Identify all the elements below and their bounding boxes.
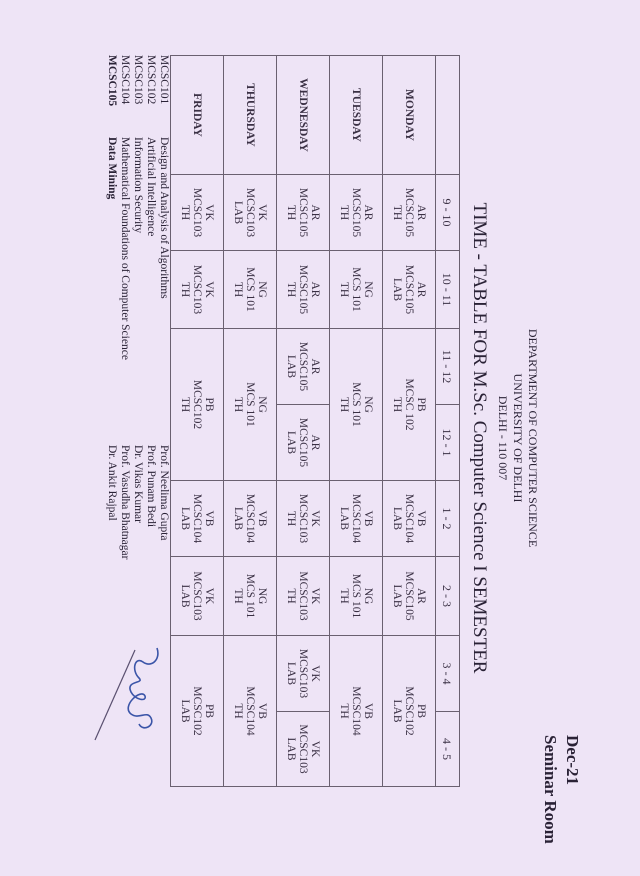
slot-type: LAB	[391, 507, 403, 530]
slot-course: MCS 101	[244, 382, 256, 427]
slot-teacher: NG	[256, 587, 268, 605]
faculty-name: Dr. Vikas Kumar	[132, 445, 144, 523]
class-slot	[277, 329, 330, 405]
faculty-name: Prof. Neelima Gupta	[158, 445, 170, 541]
slot-course: MCSC104	[244, 686, 256, 736]
page-title: TIME - TABLE FOR M.Sc. Computer Science I SEMESTER	[469, 202, 490, 674]
day-label: TUESDAY	[330, 56, 383, 175]
class-slot	[383, 251, 436, 329]
time-slot-header: 12 - 1	[436, 405, 460, 481]
date-label: Dec-21	[563, 735, 582, 786]
slot-type: LAB	[285, 355, 297, 378]
slot-teacher: PB	[203, 703, 215, 719]
slot-type: TH	[232, 703, 244, 719]
slot-teacher: VB	[362, 703, 374, 719]
department-name: DEPARTMENT OF COMPUTER SCIENCE	[526, 328, 540, 548]
slot-type: TH	[232, 281, 244, 298]
slot-course: MCSC104	[350, 686, 362, 736]
slot-type: LAB	[338, 507, 350, 530]
time-slot-header: 3 - 4	[436, 636, 460, 712]
class-slot	[277, 481, 330, 557]
slot-course: MCSC102	[191, 686, 203, 736]
day-row	[383, 56, 436, 787]
slot-teacher: VK	[309, 740, 321, 758]
faculty-name: Prof. Punam Bedi	[145, 445, 157, 528]
slot-type: LAB	[285, 431, 297, 454]
slot-type: TH	[391, 396, 403, 413]
slot-course: MCSC103	[191, 571, 203, 621]
day-label: WEDNESDAY	[277, 56, 330, 175]
slot-type: TH	[285, 281, 297, 298]
time-slot-header: 11 - 12	[436, 329, 460, 405]
slot-teacher: VK	[309, 587, 321, 605]
slot-type: LAB	[391, 699, 403, 723]
slot-type: LAB	[179, 507, 191, 530]
course-code: MCSC102	[145, 55, 157, 105]
slot-type: LAB	[232, 507, 244, 530]
slot-teacher: NG	[256, 396, 268, 413]
time-slot-header: 10 - 11	[436, 251, 460, 329]
signature-underline	[95, 650, 135, 740]
course-name: Mathematical Foundations of Computer Science	[119, 137, 131, 360]
slot-course: MCSC102	[191, 379, 203, 430]
class-slot	[171, 481, 224, 557]
class-slot	[277, 712, 330, 787]
slot-type: TH	[338, 396, 350, 413]
slot-type: TH	[391, 204, 403, 221]
slot-teacher: AR	[309, 434, 321, 451]
class-slot	[277, 557, 330, 636]
class-slot	[383, 557, 436, 636]
slot-teacher: VB	[256, 703, 268, 719]
slot-course: MCSC103	[191, 187, 203, 238]
slot-course: MCSC105	[403, 264, 415, 315]
day-row	[330, 56, 383, 787]
slot-course: MCSC103	[297, 724, 309, 774]
class-slot	[330, 636, 383, 787]
course-name: Design and Analysis of Algorithms	[158, 137, 170, 299]
slot-course: MCSC105	[403, 571, 415, 621]
class-slot	[171, 175, 224, 251]
slot-course: MCSC103	[297, 571, 309, 621]
slot-type: LAB	[179, 584, 191, 608]
slot-course: MCS 101	[350, 573, 362, 619]
day-row	[171, 56, 224, 787]
time-slot-header: 9 - 10	[436, 175, 460, 251]
slot-type: TH	[285, 510, 297, 527]
slot-teacher: NG	[362, 587, 374, 605]
course-legend-item	[157, 55, 170, 360]
faculty-name: Dr. Ankit Rajpal	[106, 445, 118, 521]
slot-teacher: VB	[256, 510, 268, 527]
class-slot	[277, 405, 330, 481]
slot-course: MCSC104	[244, 493, 256, 544]
slot-teacher: AR	[309, 358, 321, 375]
course-name: Data Mining	[106, 137, 118, 200]
slot-type: LAB	[285, 737, 297, 761]
class-slot	[330, 329, 383, 481]
day-label: FRIDAY	[171, 56, 224, 175]
slot-course: MCSC105	[297, 264, 309, 315]
slot-type: LAB	[285, 662, 297, 685]
signature-mark	[85, 640, 165, 750]
slot-course: MCSC103	[297, 648, 309, 699]
slot-course: MCS 101	[350, 267, 362, 312]
slot-course: MCSC103	[297, 493, 309, 544]
class-slot	[277, 175, 330, 251]
slot-type: TH	[285, 204, 297, 221]
slot-teacher: VK	[203, 204, 215, 221]
slot-teacher: VB	[415, 510, 427, 527]
slot-teacher: VK	[309, 510, 321, 527]
class-slot	[224, 175, 277, 251]
course-code: MCSC105	[106, 55, 118, 107]
slot-teacher: AR	[309, 281, 321, 298]
slot-course: MCSC103	[191, 264, 203, 315]
course-name: Information Security	[132, 137, 144, 234]
slot-teacher: AR	[362, 204, 374, 221]
slot-teacher: NG	[362, 281, 374, 298]
slot-teacher: PB	[415, 703, 427, 719]
class-slot	[171, 329, 224, 481]
class-slot	[383, 175, 436, 251]
class-slot	[330, 175, 383, 251]
slot-type: TH	[232, 396, 244, 413]
slot-type: TH	[179, 396, 191, 413]
course-legend	[105, 55, 170, 360]
slot-teacher: VK	[256, 204, 268, 221]
slot-type: TH	[338, 281, 350, 298]
course-legend-item	[105, 55, 118, 360]
time-slot-header: 2 - 3	[436, 557, 460, 636]
slot-type: TH	[338, 703, 350, 719]
university-name: UNIVERSITY OF DELHI	[511, 373, 525, 503]
class-slot	[224, 251, 277, 329]
class-slot	[383, 636, 436, 787]
class-slot	[330, 557, 383, 636]
slot-teacher: VB	[362, 510, 374, 527]
slot-course: MCSC 102	[403, 378, 415, 431]
slot-type: LAB	[391, 278, 403, 301]
class-slot	[277, 636, 330, 712]
day-row	[277, 56, 330, 787]
slot-teacher: VK	[203, 587, 215, 605]
course-legend-item	[131, 55, 144, 360]
slot-course: MCS 101	[244, 267, 256, 312]
slot-teacher: VB	[203, 510, 215, 527]
day-row	[224, 56, 277, 787]
slot-teacher: VK	[203, 281, 215, 298]
class-slot	[224, 481, 277, 557]
slot-type: TH	[179, 204, 191, 221]
day-label: THURSDAY	[224, 56, 277, 175]
course-name: Artificial Intelligence	[145, 137, 157, 237]
slot-type: TH	[338, 204, 350, 221]
slot-teacher: NG	[256, 281, 268, 298]
corner-cell	[436, 56, 460, 175]
slot-type: LAB	[179, 699, 191, 723]
course-code: MCSC103	[132, 55, 144, 105]
class-slot	[224, 636, 277, 787]
class-slot	[171, 557, 224, 636]
time-slot-header: 4 - 5	[436, 712, 460, 787]
slot-type: LAB	[232, 201, 244, 224]
slot-course: MCSC105	[350, 187, 362, 238]
class-slot	[383, 329, 436, 481]
class-slot	[330, 251, 383, 329]
slot-course: MCSC103	[244, 187, 256, 238]
slot-course: MCSC104	[350, 493, 362, 544]
slot-teacher: AR	[309, 204, 321, 221]
slot-course: MCSC105	[297, 341, 309, 392]
slot-teacher: AR	[415, 281, 427, 298]
time-header-row	[436, 56, 460, 787]
class-slot	[171, 636, 224, 787]
course-code: MCSC104	[119, 55, 131, 105]
slot-teacher: PB	[203, 397, 215, 412]
slot-course: MCSC104	[403, 493, 415, 544]
slot-type: TH	[179, 281, 191, 298]
class-slot	[277, 251, 330, 329]
slot-teacher: VK	[309, 665, 321, 682]
course-legend-item	[144, 55, 157, 360]
city-address: DELHI - 110 007	[496, 395, 510, 481]
course-legend-item	[118, 55, 131, 360]
slot-course: MCSC105	[297, 187, 309, 238]
slot-type: LAB	[391, 584, 403, 608]
slot-course: MCS 101	[350, 382, 362, 427]
day-label: MONDAY	[383, 56, 436, 175]
class-slot	[224, 557, 277, 636]
slot-teacher: NG	[362, 396, 374, 413]
slot-course: MCSC102	[403, 686, 415, 736]
class-slot	[330, 481, 383, 557]
timetable-grid	[170, 55, 460, 787]
class-slot	[383, 481, 436, 557]
slot-course: MCS 101	[244, 573, 256, 619]
course-code: MCSC101	[158, 55, 170, 105]
faculty-list	[105, 445, 170, 559]
slot-teacher: AR	[415, 588, 427, 604]
time-slot-header: 1 - 2	[436, 481, 460, 557]
class-slot	[224, 329, 277, 481]
room-label: Seminar Room	[541, 735, 560, 844]
slot-type: TH	[285, 588, 297, 604]
slot-type: TH	[338, 588, 350, 604]
slot-teacher: PB	[415, 397, 427, 412]
signature-stroke	[128, 648, 158, 728]
slot-type: TH	[232, 588, 244, 604]
slot-course: MCSC105	[403, 187, 415, 238]
slot-teacher: AR	[415, 204, 427, 221]
slot-course: MCSC104	[191, 493, 203, 544]
faculty-name: Prof. Vasudha Bhatnagar	[119, 445, 131, 560]
slot-course: MCSC105	[297, 417, 309, 468]
class-slot	[171, 251, 224, 329]
